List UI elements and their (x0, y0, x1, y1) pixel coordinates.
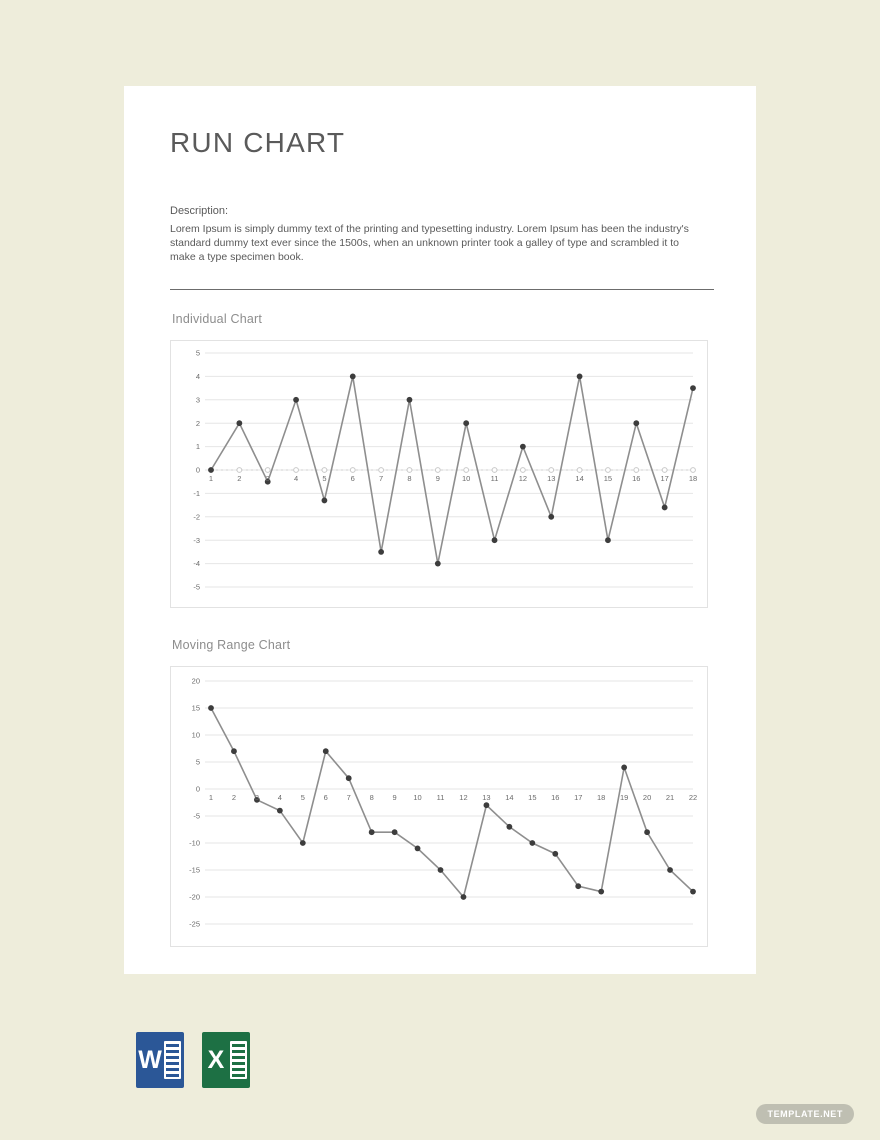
svg-text:5: 5 (195, 757, 200, 767)
individual-chart-title: Individual Chart (172, 311, 263, 326)
excel-icon-lines (230, 1041, 247, 1079)
svg-text:15: 15 (528, 792, 537, 802)
svg-text:2: 2 (195, 418, 200, 428)
watermark-badge: TEMPLATE.NET (756, 1104, 854, 1124)
word-download-icon[interactable] (136, 1032, 184, 1088)
description-label: Description: (170, 204, 229, 217)
individual-chart (170, 340, 708, 608)
svg-text:6: 6 (323, 792, 328, 802)
svg-text:6: 6 (350, 473, 355, 483)
word-icon-letter: W (138, 1045, 162, 1074)
svg-text:12: 12 (518, 473, 528, 483)
svg-text:-5: -5 (193, 582, 200, 592)
svg-text:-10: -10 (189, 838, 200, 848)
document-page (124, 86, 756, 974)
svg-text:13: 13 (482, 792, 491, 802)
svg-text:7: 7 (379, 473, 384, 483)
svg-text:7: 7 (346, 792, 351, 802)
divider (170, 289, 714, 290)
svg-text:13: 13 (547, 473, 556, 483)
moving-range-chart (170, 666, 708, 947)
svg-text:9: 9 (392, 792, 397, 802)
svg-text:8: 8 (369, 792, 374, 802)
svg-text:16: 16 (551, 792, 560, 802)
svg-text:17: 17 (660, 473, 669, 483)
svg-text:1: 1 (208, 473, 214, 483)
svg-text:15: 15 (191, 703, 200, 713)
svg-text:0: 0 (195, 465, 200, 475)
svg-text:1: 1 (208, 792, 214, 802)
svg-text:11: 11 (490, 473, 499, 483)
svg-text:3: 3 (254, 792, 259, 802)
svg-text:18: 18 (597, 792, 606, 802)
svg-text:2: 2 (231, 792, 237, 802)
svg-text:17: 17 (574, 792, 583, 802)
svg-text:1: 1 (195, 441, 200, 451)
svg-text:-15: -15 (189, 865, 200, 875)
svg-text:8: 8 (407, 473, 412, 483)
svg-text:4: 4 (195, 371, 200, 381)
svg-text:19: 19 (619, 792, 629, 802)
svg-text:-20: -20 (189, 892, 200, 902)
svg-text:18: 18 (688, 473, 698, 483)
moving-range-chart-title: Moving Range Chart (172, 637, 291, 652)
svg-text:12: 12 (459, 792, 468, 802)
svg-text:-4: -4 (193, 558, 200, 568)
svg-text:20: 20 (642, 792, 652, 802)
individual-chart-svg (171, 341, 707, 607)
svg-text:5: 5 (322, 473, 327, 483)
svg-text:3: 3 (195, 395, 200, 405)
svg-text:11: 11 (436, 792, 445, 802)
svg-text:16: 16 (632, 473, 641, 483)
moving-range-chart-svg (171, 667, 707, 946)
svg-text:10: 10 (462, 473, 471, 483)
svg-text:20: 20 (191, 676, 200, 686)
excel-icon-letter: X (207, 1045, 225, 1074)
word-icon-lines (164, 1041, 181, 1079)
svg-text:5: 5 (195, 348, 200, 358)
svg-text:10: 10 (413, 792, 422, 802)
svg-text:10: 10 (191, 730, 200, 740)
download-icons (136, 1032, 250, 1088)
svg-text:-2: -2 (193, 512, 200, 522)
svg-text:21: 21 (665, 792, 675, 802)
svg-text:9: 9 (435, 473, 440, 483)
svg-text:-25: -25 (189, 919, 200, 929)
description-text: Lorem Ipsum is simply dummy text of the printing and typesetting industry. Lorem Ipsum has been the industry's standard dummy text ever since the 1500s, when an unknown printer took a galley of type and scrambled it to make a type specimen book. (170, 222, 689, 263)
svg-text:5: 5 (300, 792, 305, 802)
svg-text:-3: -3 (193, 535, 200, 545)
svg-text:14: 14 (505, 792, 514, 802)
svg-text:15: 15 (603, 473, 613, 483)
svg-text:4: 4 (293, 473, 299, 483)
svg-text:-5: -5 (193, 811, 200, 821)
svg-text:2: 2 (237, 473, 242, 483)
svg-text:3: 3 (265, 473, 270, 483)
svg-text:-1: -1 (193, 488, 200, 498)
svg-text:4: 4 (277, 792, 282, 802)
svg-text:0: 0 (195, 784, 200, 794)
excel-download-icon[interactable] (202, 1032, 250, 1088)
page-title: RUN CHART (170, 127, 346, 158)
svg-text:22: 22 (688, 792, 698, 802)
svg-text:14: 14 (575, 473, 584, 483)
